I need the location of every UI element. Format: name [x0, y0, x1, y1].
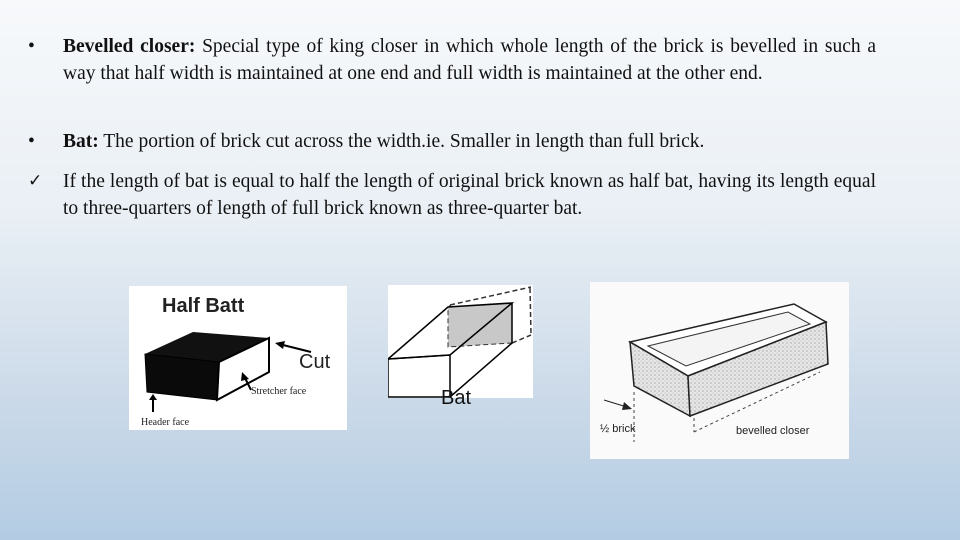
bat-figure — [388, 285, 533, 398]
bullet-half-bat-note — [28, 168, 876, 222]
bullet-marker: • — [28, 36, 35, 57]
stretcher-face-label: Stretcher face — [251, 386, 307, 397]
bullet-body — [63, 128, 876, 155]
bevelled-closer-label: bevelled closer — [736, 425, 810, 437]
half-bat-drawing — [129, 286, 347, 430]
bat-drawing — [388, 285, 533, 398]
cut-face — [448, 303, 512, 347]
arrow-head-icon — [149, 394, 157, 400]
term-bat: Bat: — [63, 131, 99, 152]
brick-front-face — [145, 354, 219, 400]
bevelled-closer-figure — [590, 282, 849, 459]
bevelled-closer-drawing — [590, 282, 849, 459]
bullet-marker: • — [28, 131, 35, 152]
term-bevelled-closer: Bevelled closer: — [63, 36, 196, 57]
half-brick-label: ½ brick — [600, 423, 636, 435]
definition-bevelled-closer: Special type of king closer in which whole length of the brick is bevelled in such a way that half width is maintained at one end and full width is maintained at the other end. — [63, 36, 876, 84]
cut-label: Cut — [299, 351, 331, 373]
bullet-body — [63, 33, 876, 87]
half-bat-title: Half Batt — [162, 295, 245, 317]
bat-caption: Bat — [441, 387, 472, 409]
checkmark-icon: ✓ — [28, 171, 43, 191]
definition-bat: The portion of brick cut across the width.ie. Smaller in length than full brick. — [98, 131, 705, 152]
bullet-body: If the length of bat is equal to half the length of original brick known as half bat, having its length equal to three-quarters of length of full brick known as three-quarter bat. — [63, 171, 876, 219]
bullet-bevelled-closer — [28, 33, 876, 87]
half-bat-figure — [129, 286, 347, 430]
arrow-head-icon — [275, 341, 285, 349]
header-face-label: Header face — [141, 417, 190, 428]
arrow-head-icon — [622, 402, 632, 410]
bullet-bat — [28, 128, 876, 155]
